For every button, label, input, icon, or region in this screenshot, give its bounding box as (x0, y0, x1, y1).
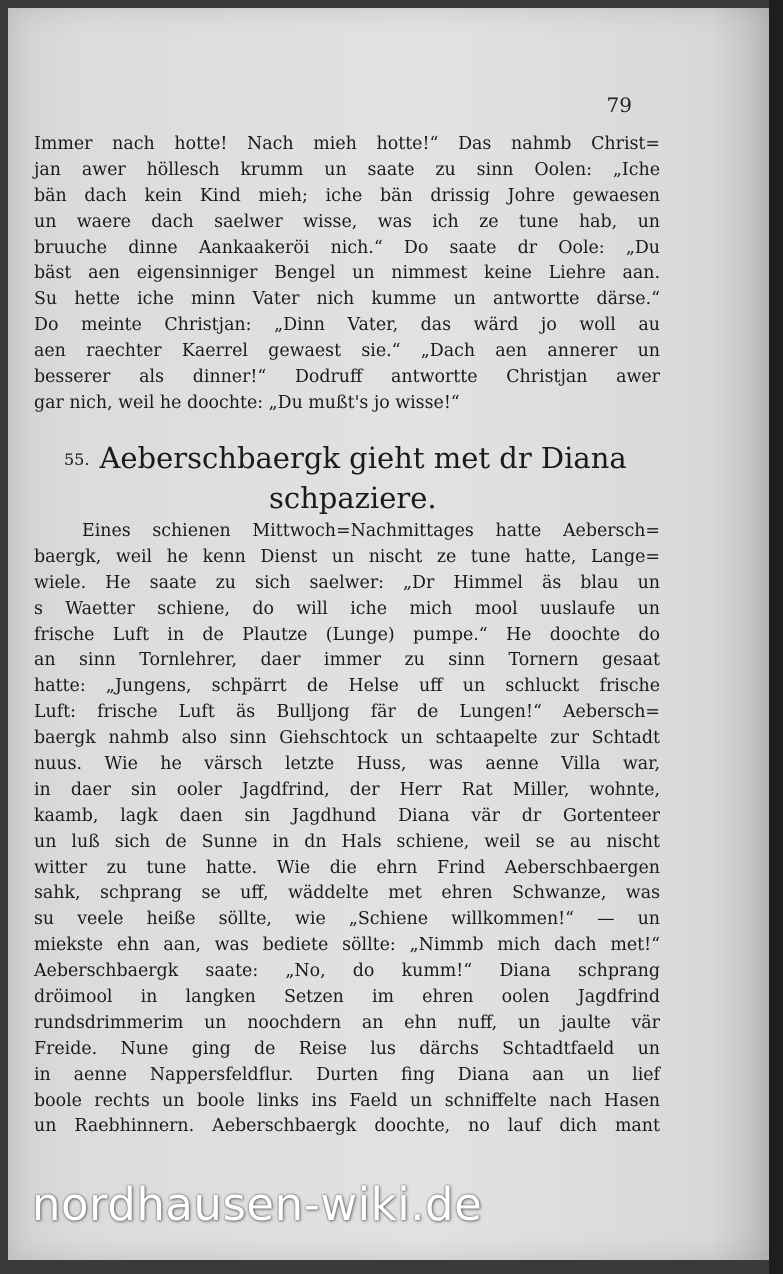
text-line: Luft: frische Luft äs Bulljong fär de Lungen!“ Aebersch= (34, 702, 660, 723)
text-line: wiele. He saate zu sich saelwer: „Dr Himmel äs blau un (34, 572, 660, 593)
watermark-text: nordhausen-wiki.de (32, 1178, 483, 1231)
text-line: frische Luft in de Plautze (Lunge) pumpe.“ He doochte do (34, 624, 660, 645)
text-line: boole rechts un boole links ins Faeld un schniffelte nach Hasen (34, 1090, 660, 1111)
text-line: s Waetter schiene, do will iche mich mool uuslaufe un (34, 598, 660, 619)
text-line: aen raechter Kaerrel gewaest sie.“ „Dach aen annerer un (34, 341, 660, 362)
text-line: witter zu tune hatte. Wie die ehrn Frind Aeberschbaergen (34, 857, 660, 878)
page-number: 79 (606, 93, 632, 117)
text-line: un luß sich de Sunne in dn Hals schiene, weil se au nischt (34, 831, 660, 852)
chapter-heading-line1 (64, 438, 664, 478)
text-line: kaamb, lagk daen sin Jagdhund Diana vär dr Gortenteer (34, 805, 660, 826)
text-line: baergk, weil he kenn Dienst un nischt ze tune hatte, Lange= (34, 546, 660, 567)
text-line: an sinn Tornlehrer, daer immer zu sinn Tornern gesaat (34, 650, 660, 671)
text-line: Aeberschbaergk saate: „No, do kumm!“ Diana schprang (34, 961, 660, 982)
text-line: miekste ehn aan, was bediete söllte: „Nimmb mich dach met!“ (34, 935, 660, 956)
text-line: in aenne Nappersfeldflur. Durten fing Diana aan un lief (34, 1064, 660, 1085)
text-line: Immer nach hotte! Nach mieh hotte!“ Das nahmb Christ= (34, 134, 660, 154)
text-line: hatte: „Jungens, schpärrt de Helse uff un schluckt frische (34, 676, 660, 697)
text-line: bruuche dinne Aankaakeröi nich.“ Do saate dr Oole: „Du (34, 237, 660, 258)
chapter-number: 55. (64, 450, 90, 469)
text-line: rundsdrimmerim un noochdern an ehn nuff, un jaulte vär (34, 1012, 660, 1033)
text-line: jan awer höllesch krumm un saate zu sinn Oolen: „Iche (34, 159, 660, 180)
book-page (8, 8, 770, 1260)
text-line: sahk, schprang se uff, wäddelte met ehren Schwanze, was (34, 883, 660, 904)
paragraph-body (34, 519, 660, 1140)
text-line: bän dach kein Kind mieh; iche bän drissig Johre gewaesen (34, 185, 660, 206)
text-line: un waere dach saelwer wisse, was ich ze tune hab, un (34, 211, 660, 232)
text-line: baergk nahmb also sinn Giehschtock un schtaapelte zur Schtadt (34, 728, 660, 749)
chapter-title-continued: schpaziere. (269, 481, 437, 515)
text-line: bäst aen eigensinniger Bengel un nimmest keine Liehre aan. (34, 263, 660, 284)
text-line: Freide. Nune ging de Reise lus därchs Schtadtfaeld un (34, 1038, 660, 1059)
chapter-heading (64, 438, 664, 518)
text-line: su veele heiße söllte, wie „Schiene willkommen!“ — un (34, 909, 660, 930)
text-line: Su hette iche minn Vater nich kumme un antwortte därse.“ (34, 289, 660, 310)
book-spine-edge (769, 0, 783, 1274)
text-line: nuus. Wie he värsch letzte Huss, was aenne Villa war, (34, 754, 660, 775)
text-line: Eines schienen Mittwoch=Nachmittages hatte Aebersch= (82, 521, 660, 541)
text-line: Do meinte Christjan: „Dinn Vater, das wärd jo woll au (34, 315, 660, 336)
paragraph-continued (34, 132, 660, 417)
text-line: un Raebhinnern. Aeberschbaergk doochte, no lauf dich mant (34, 1116, 660, 1137)
text-line: dröimool in langken Setzen im ehren oolen Jagdfrind (34, 987, 660, 1008)
chapter-title: Aeberschbaergk gieht met dr Diana (99, 441, 627, 475)
text-line: gar nich, weil he doochte: „Du mußt's jo wisse!“ (34, 392, 460, 413)
text-line: in daer sin ooler Jagdfrind, der Herr Rat Miller, wohnte, (34, 779, 660, 800)
text-line: besserer als dinner!“ Dodruff antwortte Christjan awer (34, 367, 660, 388)
